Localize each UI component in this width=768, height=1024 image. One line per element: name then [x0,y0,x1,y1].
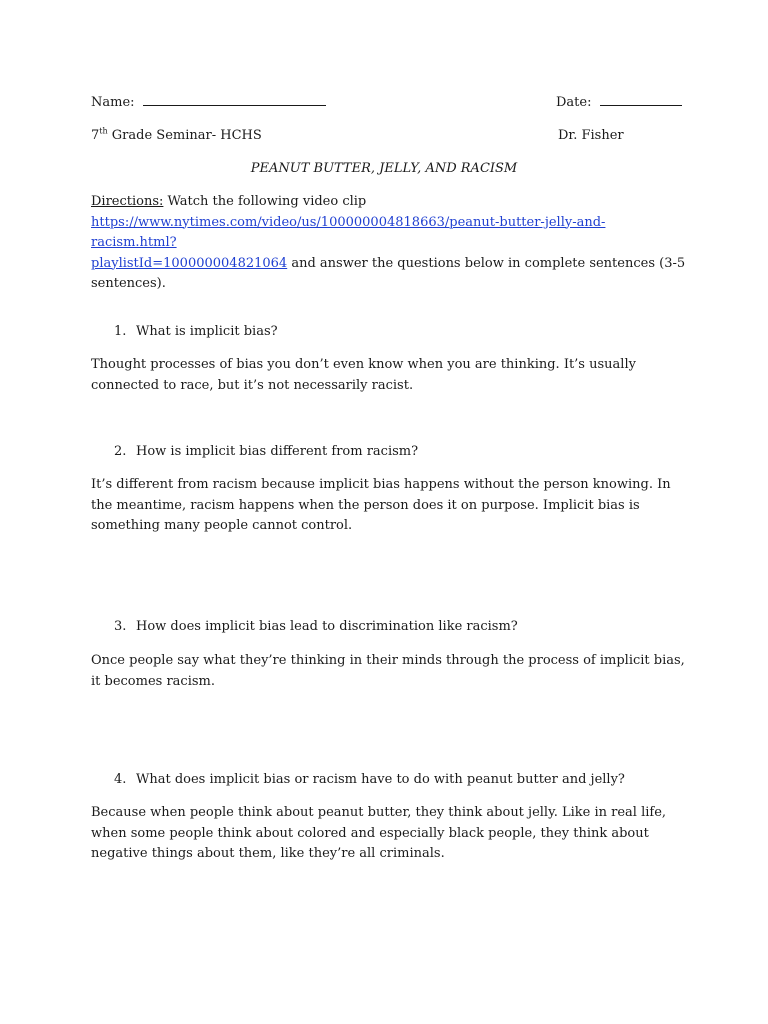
directions-intro: Watch the following video clip [163,194,367,209]
question-3 [114,617,518,637]
grade-suffix: th [99,126,108,136]
date-blank[interactable] [600,92,682,106]
question-text: How is implicit bias different from racism? [136,444,419,459]
video-link-line1: https://www.nytimes.com/video/us/100000004818663/peanut-butter-jelly-and-racism.html? [91,214,606,250]
question-text: What is implicit bias? [136,324,278,339]
teacher-name: Dr. Fisher [558,128,624,143]
answer-1: Thought processes of bias you don’t even know when you are thinking. It’s usually connected to race, but it’s not necessarily racist. [91,357,636,393]
question-number: 1. [114,324,127,339]
question-number: 2. [114,444,127,459]
question-number: 3. [114,619,127,634]
question-1 [114,322,278,342]
name-label: Name: [91,95,135,110]
course-name: Grade Seminar- HCHS [107,128,262,143]
course-line [91,126,262,146]
question-text: What does implicit bias or racism have to do with peanut butter and jelly? [136,772,625,787]
question-2 [114,442,418,462]
answer-3: Once people say what they’re thinking in their minds through the process of implicit bias, it becomes racism. [91,653,685,689]
directions-label: Directions: [91,194,164,209]
question-4 [114,770,625,790]
date-label: Date: [556,95,592,110]
grade-number: 7 [91,128,100,143]
answer-4: Because when people think about peanut butter, they think about jelly. Like in real life, when some people think about colored and especially black people, they think about negative things about them, like they’re all criminals. [91,805,667,861]
question-text: How does implicit bias lead to discrimination like racism? [136,619,518,634]
directions-rest: and answer the questions below in complete sentences (3-5 sentences). [91,255,686,291]
directions [91,192,691,295]
answer-2: It’s different from racism because implicit bias happens without the person knowing. In the meantime, racism happens when the person does it on purpose. Implicit bias is something many people cannot control. [91,477,671,533]
name-field [91,92,326,113]
question-number: 4. [114,772,127,787]
video-link-line2: playlistId=100000004821064 [91,255,288,271]
date-field [556,92,682,113]
name-blank[interactable] [143,92,326,106]
worksheet-title: PEANUT BUTTER, JELLY, AND RACISM [250,161,518,176]
